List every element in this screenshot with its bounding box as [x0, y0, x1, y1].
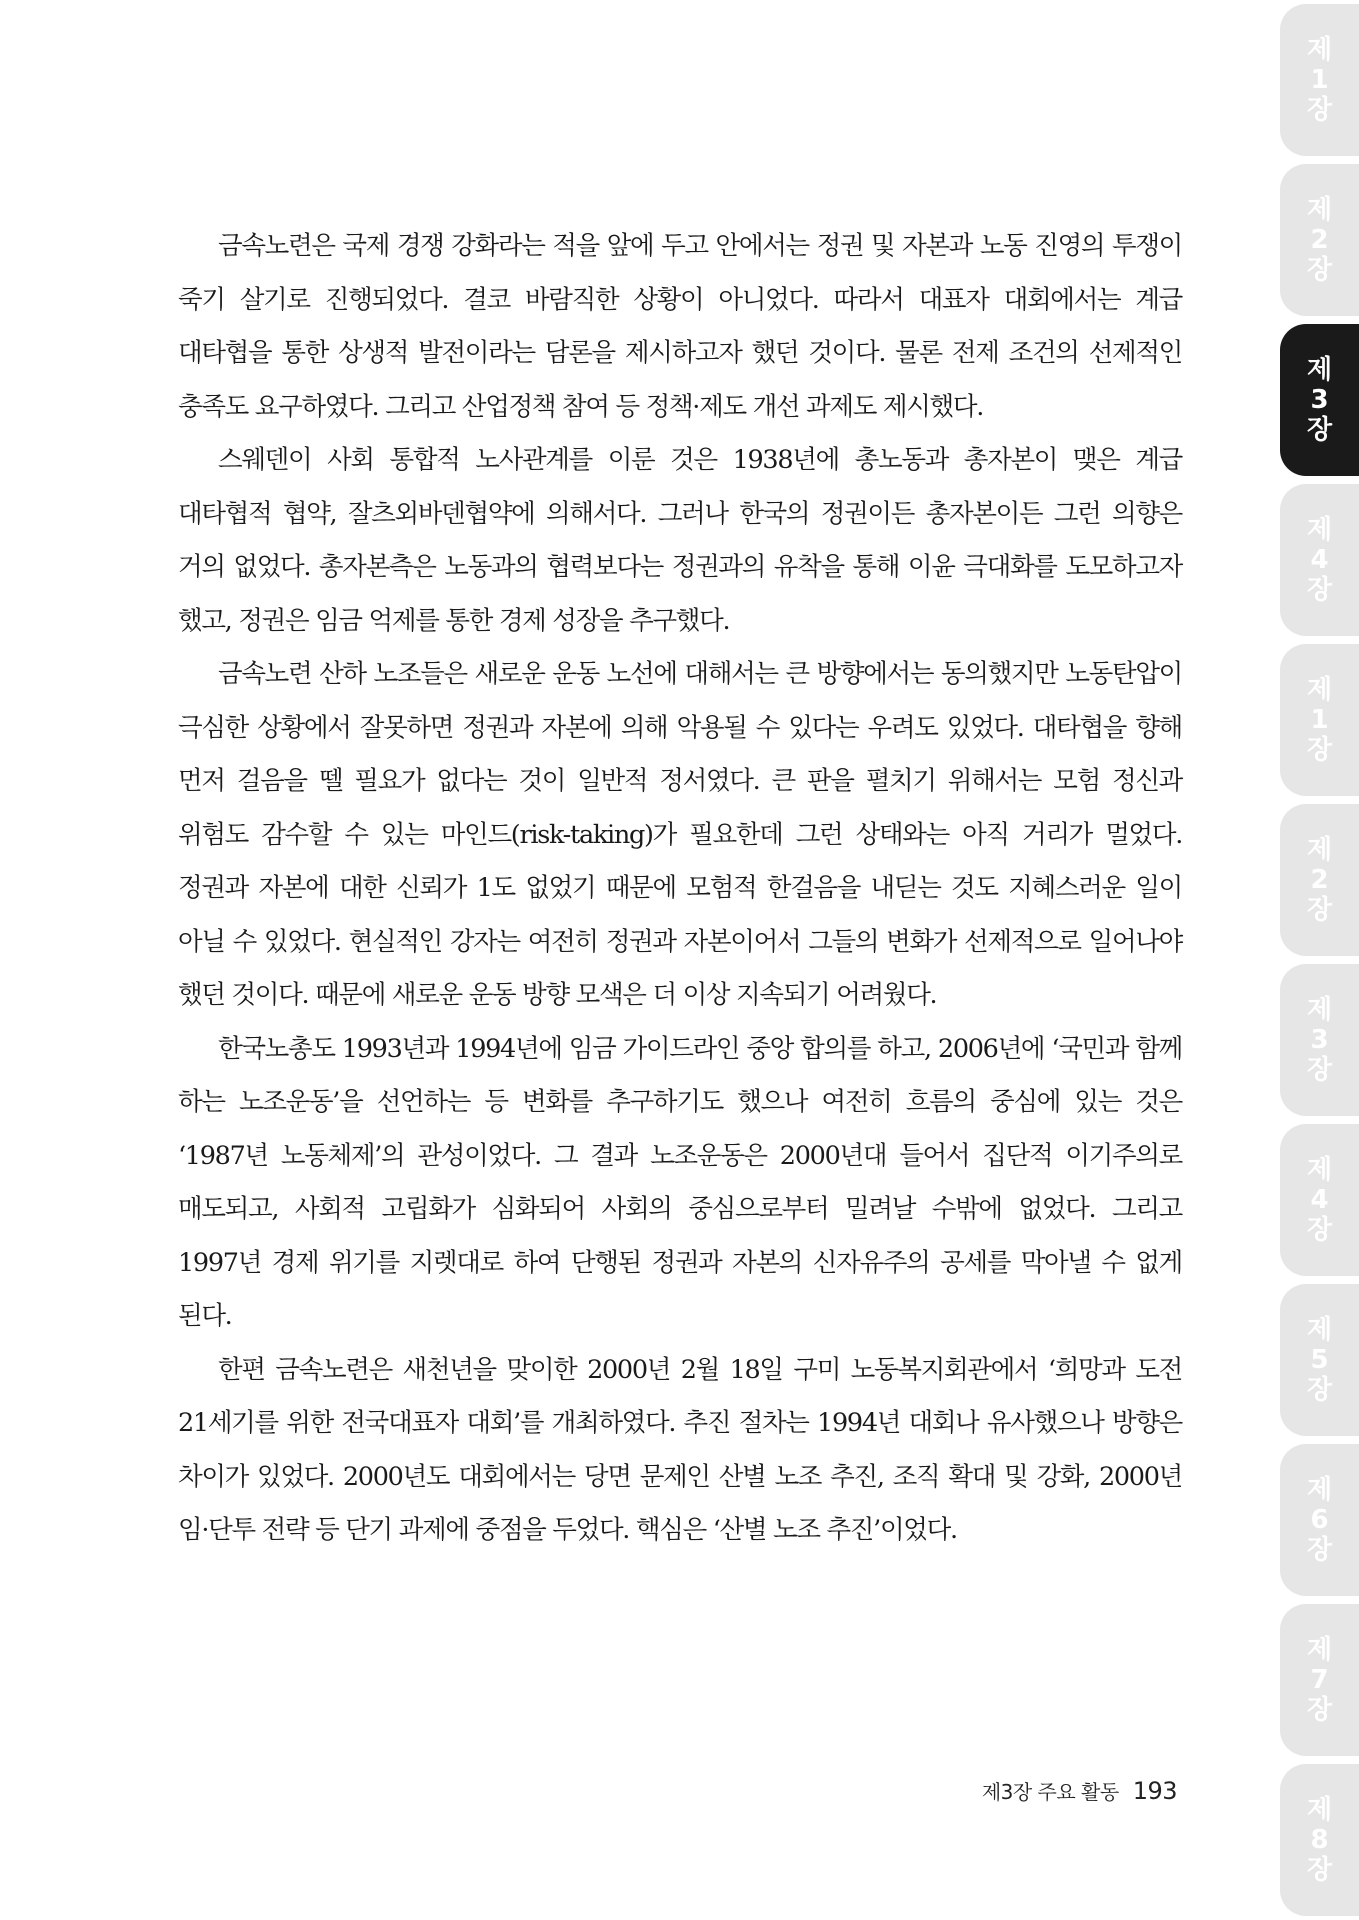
- tab-suffix: 장: [1306, 1375, 1333, 1405]
- paragraph: 금속노련은 국제 경쟁 강화라는 적을 앞에 두고 안에서는 정권 및 자본과 노동 진영의 투쟁이 죽기 살기로 진행되었다. 결코 바람직한 상황이 아니었다. 따라서 대표자 대회에서는 계급 대타협을 통한 상생적 발전이라는 담론을 제시하고자 했던 것이다. 물론 전제 조건의 선제적인 충족도 요구하였다. 그리고 산업정책 참여 등 정책·제도 개선 과제도 제시했다.: [178, 231, 1182, 422]
- chapter-tab[interactable]: [1280, 1604, 1359, 1756]
- tab-prefix: 제: [1306, 1475, 1333, 1505]
- tab-number: 2: [1310, 865, 1329, 895]
- tab-prefix: 제: [1306, 35, 1333, 65]
- tab-suffix: 장: [1306, 255, 1333, 285]
- chapter-tab[interactable]: [1280, 644, 1359, 796]
- tab-number: 4: [1310, 545, 1329, 575]
- tab-number: 1: [1310, 65, 1329, 95]
- chapter-tab[interactable]: [1280, 804, 1359, 956]
- tab-prefix: 제: [1306, 1635, 1333, 1665]
- tab-number: 3: [1310, 385, 1329, 415]
- tab-suffix: 장: [1306, 1855, 1333, 1885]
- tab-prefix: 제: [1306, 835, 1333, 865]
- paragraph: 스웨덴이 사회 통합적 노사관계를 이룬 것은 1938년에 총노동과 총자본이 맺은 계급 대타협적 협약, 잘츠외바덴협약에 의해서다. 그러나 한국의 정권이든 총자본이든 그런 의향은 거의 없었다. 총자본측은 노동과의 협력보다는 정권과의 유착을 통해 이윤 극대화를 도모하고자 했고, 정권은 임금 억제를 통한 경제 성장을 추구했다.: [178, 445, 1182, 636]
- tab-prefix: 제: [1306, 1795, 1333, 1825]
- tab-number: 4: [1310, 1185, 1329, 1215]
- page-number: 193: [1132, 1777, 1177, 1805]
- chapter-tab[interactable]: [1280, 964, 1359, 1116]
- tab-prefix: 제: [1306, 995, 1333, 1025]
- tab-suffix: 장: [1306, 1535, 1333, 1565]
- page-footer: [982, 1776, 1177, 1805]
- chapter-tab[interactable]: [1280, 1764, 1359, 1916]
- tab-suffix: 장: [1306, 895, 1333, 925]
- chapter-tab[interactable]: [1280, 164, 1359, 316]
- tab-prefix: 제: [1306, 675, 1333, 705]
- chapter-tab[interactable]: [1280, 1124, 1359, 1276]
- tab-number: 6: [1310, 1505, 1329, 1535]
- tab-number: 5: [1310, 1345, 1329, 1375]
- chapter-tabs: [1280, 0, 1359, 1920]
- body-text: [178, 220, 1182, 1558]
- paragraph: 한편 금속노련은 새천년을 맞이한 2000년 2월 18일 구미 노동복지회관에서 ‘희망과 도전 21세기를 위한 전국대표자 대회’를 개최하였다. 추진 절차는 1994년 대회나 유사했으나 방향은 차이가 있었다. 2000년도 대회에서는 당면 문제인 산별 노조 추진, 조직 확대 및 강화, 2000년 임·단투 전략 등 단기 과제에 중점을 두었다. 핵심은 ‘산별 노조 추진’이었다.: [178, 1354, 1182, 1545]
- tab-prefix: 제: [1306, 515, 1333, 545]
- chapter-tab[interactable]: [1280, 484, 1359, 636]
- tab-suffix: 장: [1306, 1055, 1333, 1085]
- tab-prefix: 제: [1306, 195, 1333, 225]
- tab-suffix: 장: [1306, 95, 1333, 125]
- tab-prefix: 제: [1306, 355, 1333, 385]
- tab-number: 1: [1310, 705, 1329, 735]
- tab-suffix: 장: [1306, 735, 1333, 765]
- tab-number: 7: [1310, 1665, 1329, 1695]
- paragraph: 한국노총도 1993년과 1994년에 임금 가이드라인 중앙 합의를 하고, 2006년에 ‘국민과 함께 하는 노조운동’을 선언하는 등 변화를 추구하기도 했으나 여전히 흐름의 중심에 있는 것은 ‘1987년 노동체제’의 관성이었다. 그 결과 노조운동은 2000년대 들어서 집단적 이기주의로 매도되고, 사회적 고립화가 심화되어 사회의 중심으로부터 밀려날 수밖에 없었다. 그리고 1997년 경제 위기를 지렛대로 하여 단행된 정권과 자본의 신자유주의 공세를 막아낼 수 없게 된다.: [178, 1033, 1182, 1331]
- tab-suffix: 장: [1306, 415, 1333, 445]
- tab-number: 3: [1310, 1025, 1329, 1055]
- chapter-tab[interactable]: [1280, 4, 1359, 156]
- tab-suffix: 장: [1306, 1695, 1333, 1725]
- chapter-tab-active[interactable]: [1280, 324, 1359, 476]
- chapter-tab[interactable]: [1280, 1444, 1359, 1596]
- tab-suffix: 장: [1306, 575, 1333, 605]
- tab-number: 2: [1310, 225, 1329, 255]
- tab-prefix: 제: [1306, 1155, 1333, 1185]
- tab-prefix: 제: [1306, 1315, 1333, 1345]
- tab-number: 8: [1310, 1825, 1329, 1855]
- paragraph: 금속노련 산하 노조들은 새로운 운동 노선에 대해서는 큰 방향에서는 동의했지만 노동탄압이 극심한 상황에서 잘못하면 정권과 자본에 의해 악용될 수 있다는 우려도 있었다. 대타협을 향해 먼저 걸음을 뗄 필요가 없다는 것이 일반적 정서였다. 큰 판을 펼치기 위해서는 모험 정신과 위험도 감수할 수 있는 마인드(risk-taking)가 필요한데 그런 상태와는 아직 거리가 멀었다. 정권과 자본에 대한 신뢰가 1도 없었기 때문에 모험적 한걸음을 내딛는 것도 지혜스러운 일이 아닐 수 있었다. 현실적인 강자는 여전히 정권과 자본이어서 그들의 변화가 선제적으로 일어나야 했던 것이다. 때문에 새로운 운동 방향 모색은 더 이상 지속되기 어려웠다.: [178, 659, 1182, 1010]
- running-chapter-title: 제3장 주요 활동: [981, 1780, 1119, 1804]
- chapter-tab[interactable]: [1280, 1284, 1359, 1436]
- tab-suffix: 장: [1306, 1215, 1333, 1245]
